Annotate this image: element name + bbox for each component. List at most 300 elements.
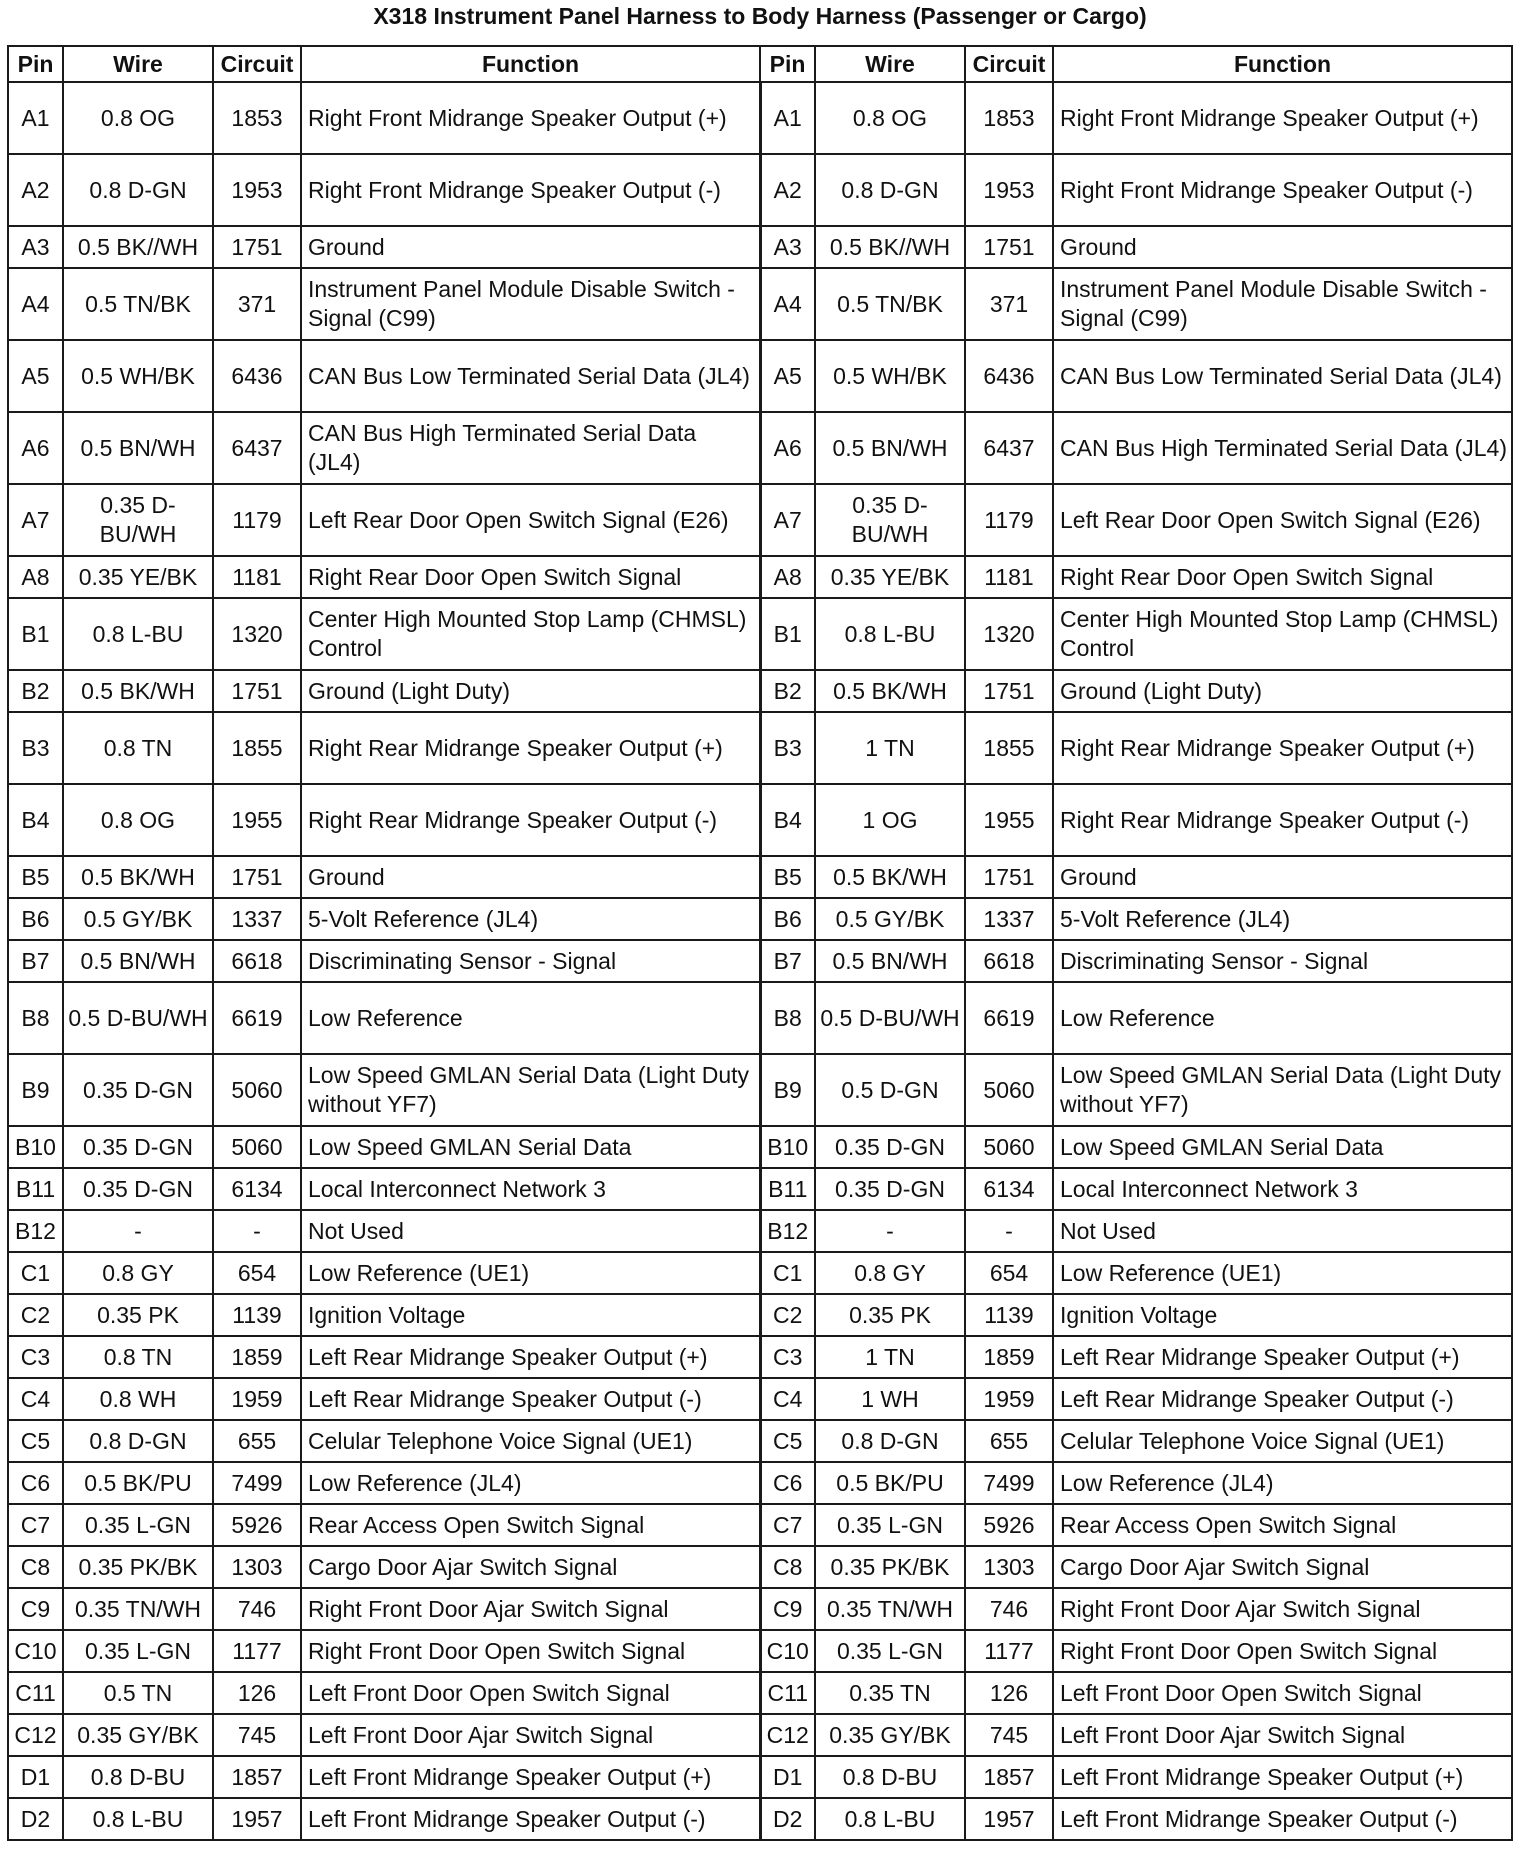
right-circuit-cell: 1751 (965, 226, 1053, 268)
left-pin-cell: C10 (8, 1630, 63, 1672)
right-function-cell: Discriminating Sensor - Signal (1053, 940, 1512, 982)
left-circuit-cell: 1179 (213, 484, 301, 556)
left-pin-cell: A5 (8, 340, 63, 412)
left-circuit-cell: 6436 (213, 340, 301, 412)
left-function-cell: Rear Access Open Switch Signal (301, 1504, 760, 1546)
right-function-cell: Ground (Light Duty) (1053, 670, 1512, 712)
table-row (8, 898, 1512, 940)
left-wire-cell: 0.35 D-GN (63, 1054, 213, 1126)
right-circuit-cell: 126 (965, 1672, 1053, 1714)
table-row (8, 1252, 1512, 1294)
table-row (8, 1798, 1512, 1840)
left-function-cell: Left Rear Door Open Switch Signal (E26) (301, 484, 760, 556)
left-circuit-cell: 126 (213, 1672, 301, 1714)
left-wire-cell: 0.5 TN/BK (63, 268, 213, 340)
left-function-cell: Ground (301, 226, 760, 268)
page-title: X318 Instrument Panel Harness to Body Harness (Passenger or Cargo) (373, 3, 1147, 29)
right-function-cell: Ignition Voltage (1053, 1294, 1512, 1336)
table-row (8, 1630, 1512, 1672)
right-function-cell: Low Reference (JL4) (1053, 1462, 1512, 1504)
right-function-cell: Left Front Midrange Speaker Output (+) (1053, 1756, 1512, 1798)
left-wire-cell: 0.8 WH (63, 1378, 213, 1420)
right-circuit-cell: 1953 (965, 154, 1053, 226)
left-wire-cell: 0.8 GY (63, 1252, 213, 1294)
right-wire-cell: 1 OG (815, 784, 965, 856)
right-function-cell: Left Front Door Ajar Switch Signal (1053, 1714, 1512, 1756)
left-function-cell: Right Rear Midrange Speaker Output (+) (301, 712, 760, 784)
right-wire-cell: 0.5 BK/PU (815, 1462, 965, 1504)
left-circuit-cell: 1955 (213, 784, 301, 856)
left-function-cell: Instrument Panel Module Disable Switch - Signal (C99) (301, 268, 760, 340)
left-pin-cell: C2 (8, 1294, 63, 1336)
left-function-cell: Discriminating Sensor - Signal (301, 940, 760, 982)
right-wire-cell: 0.35 D-GN (815, 1126, 965, 1168)
table-row (8, 1054, 1512, 1126)
right-function-cell: Local Interconnect Network 3 (1053, 1168, 1512, 1210)
right-pin-cell: B10 (760, 1126, 815, 1168)
left-function-cell: Right Rear Door Open Switch Signal (301, 556, 760, 598)
table-row (8, 484, 1512, 556)
header-function-right: Function (1053, 46, 1512, 82)
right-wire-cell: 0.8 D-GN (815, 1420, 965, 1462)
table-row (8, 1336, 1512, 1378)
right-pin-cell: A6 (760, 412, 815, 484)
right-wire-cell: 0.5 BN/WH (815, 940, 965, 982)
right-wire-cell: 1 TN (815, 1336, 965, 1378)
left-circuit-cell: 1859 (213, 1336, 301, 1378)
left-circuit-cell: 5926 (213, 1504, 301, 1546)
right-pin-cell: B7 (760, 940, 815, 982)
table-row (8, 1588, 1512, 1630)
table-row (8, 1294, 1512, 1336)
right-circuit-cell: 1320 (965, 598, 1053, 670)
right-circuit-cell: 1751 (965, 670, 1053, 712)
right-circuit-cell: 6436 (965, 340, 1053, 412)
right-circuit-cell: 1857 (965, 1756, 1053, 1798)
left-circuit-cell: 7499 (213, 1462, 301, 1504)
right-circuit-cell: 6619 (965, 982, 1053, 1054)
right-function-cell: Right Front Door Ajar Switch Signal (1053, 1588, 1512, 1630)
left-wire-cell: 0.8 D-GN (63, 154, 213, 226)
left-function-cell: Left Front Door Ajar Switch Signal (301, 1714, 760, 1756)
left-wire-cell: 0.5 GY/BK (63, 898, 213, 940)
right-wire-cell: 0.35 PK (815, 1294, 965, 1336)
table-row (8, 670, 1512, 712)
left-pin-cell: C12 (8, 1714, 63, 1756)
left-circuit-cell: 745 (213, 1714, 301, 1756)
left-circuit-cell: - (213, 1210, 301, 1252)
right-function-cell: Low Speed GMLAN Serial Data (1053, 1126, 1512, 1168)
right-circuit-cell: 1139 (965, 1294, 1053, 1336)
left-circuit-cell: 5060 (213, 1126, 301, 1168)
right-function-cell: Left Rear Midrange Speaker Output (+) (1053, 1336, 1512, 1378)
left-circuit-cell: 1853 (213, 82, 301, 154)
left-circuit-cell: 371 (213, 268, 301, 340)
left-pin-cell: C7 (8, 1504, 63, 1546)
left-wire-cell: 0.8 L-BU (63, 1798, 213, 1840)
right-wire-cell: 0.35 GY/BK (815, 1714, 965, 1756)
right-pin-cell: B9 (760, 1054, 815, 1126)
left-wire-cell: 0.35 D-BU/WH (63, 484, 213, 556)
left-pin-cell: B10 (8, 1126, 63, 1168)
right-pin-cell: A8 (760, 556, 815, 598)
right-pin-cell: C1 (760, 1252, 815, 1294)
left-wire-cell: 0.5 BK/WH (63, 856, 213, 898)
right-function-cell: Center High Mounted Stop Lamp (CHMSL) Control (1053, 598, 1512, 670)
right-function-cell: Instrument Panel Module Disable Switch - Signal (C99) (1053, 268, 1512, 340)
right-wire-cell: 0.8 L-BU (815, 1798, 965, 1840)
left-wire-cell: 0.35 GY/BK (63, 1714, 213, 1756)
right-pin-cell: C6 (760, 1462, 815, 1504)
right-pin-cell: B11 (760, 1168, 815, 1210)
right-function-cell: Right Rear Midrange Speaker Output (+) (1053, 712, 1512, 784)
right-function-cell: Right Rear Midrange Speaker Output (-) (1053, 784, 1512, 856)
right-circuit-cell: 1955 (965, 784, 1053, 856)
right-wire-cell: 0.35 D-GN (815, 1168, 965, 1210)
left-wire-cell: 0.35 PK/BK (63, 1546, 213, 1588)
left-wire-cell: 0.5 BK/WH (63, 670, 213, 712)
right-pin-cell: C11 (760, 1672, 815, 1714)
right-wire-cell: 0.5 GY/BK (815, 898, 965, 940)
right-wire-cell: 0.5 TN/BK (815, 268, 965, 340)
right-wire-cell: 0.5 BK//WH (815, 226, 965, 268)
right-circuit-cell: 745 (965, 1714, 1053, 1756)
right-pin-cell: A5 (760, 340, 815, 412)
left-circuit-cell: 1303 (213, 1546, 301, 1588)
left-wire-cell: 0.35 L-GN (63, 1630, 213, 1672)
right-wire-cell: 1 TN (815, 712, 965, 784)
table-row (8, 1756, 1512, 1798)
left-function-cell: CAN Bus Low Terminated Serial Data (JL4) (301, 340, 760, 412)
header-wire-left: Wire (63, 46, 213, 82)
right-function-cell: Right Front Midrange Speaker Output (-) (1053, 154, 1512, 226)
left-pin-cell: A3 (8, 226, 63, 268)
right-wire-cell: 0.35 YE/BK (815, 556, 965, 598)
right-function-cell: Rear Access Open Switch Signal (1053, 1504, 1512, 1546)
right-wire-cell: 0.8 D-GN (815, 154, 965, 226)
right-wire-cell: 0.8 GY (815, 1252, 965, 1294)
left-pin-cell: C4 (8, 1378, 63, 1420)
header-pin-left: Pin (8, 46, 63, 82)
left-pin-cell: C8 (8, 1546, 63, 1588)
left-pin-cell: C6 (8, 1462, 63, 1504)
right-circuit-cell: 6134 (965, 1168, 1053, 1210)
table-header-row (8, 46, 1512, 82)
right-function-cell: Left Front Midrange Speaker Output (-) (1053, 1798, 1512, 1840)
right-function-cell: Right Front Midrange Speaker Output (+) (1053, 82, 1512, 154)
table-row (8, 784, 1512, 856)
left-circuit-cell: 654 (213, 1252, 301, 1294)
right-wire-cell: 0.8 L-BU (815, 598, 965, 670)
right-wire-cell: 1 WH (815, 1378, 965, 1420)
left-wire-cell: 0.8 TN (63, 712, 213, 784)
right-wire-cell: 0.5 WH/BK (815, 340, 965, 412)
left-pin-cell: C11 (8, 1672, 63, 1714)
table-row (8, 1462, 1512, 1504)
right-pin-cell: C4 (760, 1378, 815, 1420)
right-circuit-cell: 5060 (965, 1126, 1053, 1168)
right-pin-cell: C7 (760, 1504, 815, 1546)
table-row (8, 226, 1512, 268)
right-wire-cell: 0.5 D-BU/WH (815, 982, 965, 1054)
right-pin-cell: B2 (760, 670, 815, 712)
right-function-cell: Right Rear Door Open Switch Signal (1053, 556, 1512, 598)
right-wire-cell: 0.8 D-BU (815, 1756, 965, 1798)
right-wire-cell: 0.35 D-BU/WH (815, 484, 965, 556)
right-circuit-cell: 7499 (965, 1462, 1053, 1504)
right-function-cell: Ground (1053, 856, 1512, 898)
left-function-cell: Right Front Door Ajar Switch Signal (301, 1588, 760, 1630)
right-pin-cell: C8 (760, 1546, 815, 1588)
right-circuit-cell: 371 (965, 268, 1053, 340)
left-circuit-cell: 1139 (213, 1294, 301, 1336)
table-row (8, 940, 1512, 982)
right-pin-cell: C10 (760, 1630, 815, 1672)
right-pin-cell: B6 (760, 898, 815, 940)
left-function-cell: Right Front Door Open Switch Signal (301, 1630, 760, 1672)
table-row (8, 556, 1512, 598)
right-circuit-cell: 6437 (965, 412, 1053, 484)
right-wire-cell: - (815, 1210, 965, 1252)
left-function-cell: Low Speed GMLAN Serial Data (Light Duty without YF7) (301, 1054, 760, 1126)
left-circuit-cell: 6437 (213, 412, 301, 484)
right-pin-cell: C12 (760, 1714, 815, 1756)
right-function-cell: Cargo Door Ajar Switch Signal (1053, 1546, 1512, 1588)
left-circuit-cell: 1751 (213, 670, 301, 712)
left-pin-cell: A4 (8, 268, 63, 340)
left-circuit-cell: 1751 (213, 856, 301, 898)
right-wire-cell: 0.35 TN/WH (815, 1588, 965, 1630)
right-wire-cell: 0.5 BK/WH (815, 670, 965, 712)
right-circuit-cell: 6618 (965, 940, 1053, 982)
left-function-cell: Not Used (301, 1210, 760, 1252)
left-function-cell: Right Front Midrange Speaker Output (+) (301, 82, 760, 154)
table-row (8, 1210, 1512, 1252)
right-circuit-cell: - (965, 1210, 1053, 1252)
right-pin-cell: C3 (760, 1336, 815, 1378)
left-function-cell: Left Front Midrange Speaker Output (-) (301, 1798, 760, 1840)
right-circuit-cell: 655 (965, 1420, 1053, 1462)
right-circuit-cell: 1751 (965, 856, 1053, 898)
left-function-cell: Cargo Door Ajar Switch Signal (301, 1546, 760, 1588)
left-pin-cell: B12 (8, 1210, 63, 1252)
left-pin-cell: B8 (8, 982, 63, 1054)
table-row (8, 598, 1512, 670)
right-wire-cell: 0.35 PK/BK (815, 1546, 965, 1588)
right-pin-cell: B8 (760, 982, 815, 1054)
table-row (8, 712, 1512, 784)
left-function-cell: Ground (Light Duty) (301, 670, 760, 712)
left-pin-cell: B4 (8, 784, 63, 856)
table-row (8, 1420, 1512, 1462)
right-circuit-cell: 1959 (965, 1378, 1053, 1420)
left-pin-cell: B5 (8, 856, 63, 898)
table-row (8, 1672, 1512, 1714)
table-row (8, 982, 1512, 1054)
right-circuit-cell: 1853 (965, 82, 1053, 154)
left-pin-cell: B3 (8, 712, 63, 784)
left-function-cell: Center High Mounted Stop Lamp (CHMSL) Control (301, 598, 760, 670)
left-circuit-cell: 1751 (213, 226, 301, 268)
header-circuit-right: Circuit (965, 46, 1053, 82)
left-pin-cell: D1 (8, 1756, 63, 1798)
left-pin-cell: A1 (8, 82, 63, 154)
right-pin-cell: B3 (760, 712, 815, 784)
left-wire-cell: 0.35 L-GN (63, 1504, 213, 1546)
right-circuit-cell: 746 (965, 1588, 1053, 1630)
header-function-left: Function (301, 46, 760, 82)
right-pin-cell: C5 (760, 1420, 815, 1462)
right-wire-cell: 0.8 OG (815, 82, 965, 154)
table-row (8, 856, 1512, 898)
right-wire-cell: 0.5 BN/WH (815, 412, 965, 484)
right-wire-cell: 0.35 L-GN (815, 1630, 965, 1672)
right-wire-cell: 0.5 D-GN (815, 1054, 965, 1126)
right-pin-cell: A1 (760, 82, 815, 154)
left-pin-cell: A2 (8, 154, 63, 226)
table-row (8, 1546, 1512, 1588)
left-wire-cell: 0.8 D-GN (63, 1420, 213, 1462)
right-pin-cell: B1 (760, 598, 815, 670)
right-pin-cell: A4 (760, 268, 815, 340)
left-wire-cell: 0.5 BK//WH (63, 226, 213, 268)
right-function-cell: Ground (1053, 226, 1512, 268)
left-wire-cell: 0.5 WH/BK (63, 340, 213, 412)
left-pin-cell: C3 (8, 1336, 63, 1378)
left-circuit-cell: 1957 (213, 1798, 301, 1840)
left-pin-cell: B1 (8, 598, 63, 670)
left-wire-cell: 0.5 TN (63, 1672, 213, 1714)
left-function-cell: CAN Bus High Terminated Serial Data (JL4) (301, 412, 760, 484)
right-function-cell: Left Rear Midrange Speaker Output (-) (1053, 1378, 1512, 1420)
right-wire-cell: 0.5 BK/WH (815, 856, 965, 898)
left-function-cell: Left Rear Midrange Speaker Output (-) (301, 1378, 760, 1420)
table-row (8, 1714, 1512, 1756)
left-pin-cell: A8 (8, 556, 63, 598)
left-wire-cell: 0.5 BK/PU (63, 1462, 213, 1504)
left-circuit-cell: 746 (213, 1588, 301, 1630)
left-circuit-cell: 655 (213, 1420, 301, 1462)
right-circuit-cell: 1957 (965, 1798, 1053, 1840)
left-function-cell: Left Front Midrange Speaker Output (+) (301, 1756, 760, 1798)
left-circuit-cell: 1320 (213, 598, 301, 670)
right-circuit-cell: 1855 (965, 712, 1053, 784)
right-circuit-cell: 1179 (965, 484, 1053, 556)
left-pin-cell: B2 (8, 670, 63, 712)
left-function-cell: Ground (301, 856, 760, 898)
left-wire-cell: 0.35 YE/BK (63, 556, 213, 598)
left-function-cell: Ignition Voltage (301, 1294, 760, 1336)
left-circuit-cell: 1337 (213, 898, 301, 940)
table-row (8, 154, 1512, 226)
right-function-cell: Left Front Door Open Switch Signal (1053, 1672, 1512, 1714)
left-function-cell: Right Front Midrange Speaker Output (-) (301, 154, 760, 226)
right-circuit-cell: 5926 (965, 1504, 1053, 1546)
left-function-cell: Left Front Door Open Switch Signal (301, 1672, 760, 1714)
left-function-cell: Low Reference (UE1) (301, 1252, 760, 1294)
header-circuit-left: Circuit (213, 46, 301, 82)
right-circuit-cell: 1859 (965, 1336, 1053, 1378)
table-row (8, 340, 1512, 412)
left-pin-cell: B6 (8, 898, 63, 940)
right-function-cell: Left Rear Door Open Switch Signal (E26) (1053, 484, 1512, 556)
right-pin-cell: D2 (760, 1798, 815, 1840)
left-wire-cell: 0.8 OG (63, 82, 213, 154)
right-pin-cell: C2 (760, 1294, 815, 1336)
left-circuit-cell: 1857 (213, 1756, 301, 1798)
header-wire-right: Wire (815, 46, 965, 82)
left-wire-cell: - (63, 1210, 213, 1252)
right-function-cell: Not Used (1053, 1210, 1512, 1252)
right-pin-cell: A2 (760, 154, 815, 226)
left-function-cell: Low Speed GMLAN Serial Data (301, 1126, 760, 1168)
right-circuit-cell: 654 (965, 1252, 1053, 1294)
left-function-cell: Local Interconnect Network 3 (301, 1168, 760, 1210)
left-pin-cell: C9 (8, 1588, 63, 1630)
right-pin-cell: D1 (760, 1756, 815, 1798)
left-wire-cell: 0.5 BN/WH (63, 940, 213, 982)
table-row (8, 1168, 1512, 1210)
left-function-cell: Low Reference (301, 982, 760, 1054)
left-pin-cell: B11 (8, 1168, 63, 1210)
left-pin-cell: A6 (8, 412, 63, 484)
right-function-cell: Low Reference (UE1) (1053, 1252, 1512, 1294)
right-function-cell: CAN Bus High Terminated Serial Data (JL4) (1053, 412, 1512, 484)
right-wire-cell: 0.35 TN (815, 1672, 965, 1714)
left-wire-cell: 0.8 L-BU (63, 598, 213, 670)
left-pin-cell: C5 (8, 1420, 63, 1462)
table-row (8, 82, 1512, 154)
left-circuit-cell: 1953 (213, 154, 301, 226)
left-circuit-cell: 6618 (213, 940, 301, 982)
right-function-cell: CAN Bus Low Terminated Serial Data (JL4) (1053, 340, 1512, 412)
right-pin-cell: A7 (760, 484, 815, 556)
left-pin-cell: B9 (8, 1054, 63, 1126)
right-function-cell: Low Speed GMLAN Serial Data (Light Duty without YF7) (1053, 1054, 1512, 1126)
left-circuit-cell: 6619 (213, 982, 301, 1054)
right-pin-cell: B5 (760, 856, 815, 898)
right-circuit-cell: 1177 (965, 1630, 1053, 1672)
right-circuit-cell: 1303 (965, 1546, 1053, 1588)
left-circuit-cell: 1177 (213, 1630, 301, 1672)
left-wire-cell: 0.8 TN (63, 1336, 213, 1378)
left-function-cell: Low Reference (JL4) (301, 1462, 760, 1504)
right-circuit-cell: 1337 (965, 898, 1053, 940)
table-row (8, 412, 1512, 484)
left-wire-cell: 0.35 D-GN (63, 1168, 213, 1210)
left-pin-cell: A7 (8, 484, 63, 556)
left-function-cell: Left Rear Midrange Speaker Output (+) (301, 1336, 760, 1378)
left-function-cell: Celular Telephone Voice Signal (UE1) (301, 1420, 760, 1462)
table-row (8, 1126, 1512, 1168)
left-circuit-cell: 1959 (213, 1378, 301, 1420)
pinout-table (7, 45, 1513, 1841)
right-pin-cell: C9 (760, 1588, 815, 1630)
left-circuit-cell: 1855 (213, 712, 301, 784)
right-circuit-cell: 5060 (965, 1054, 1053, 1126)
table-row (8, 268, 1512, 340)
right-function-cell: 5-Volt Reference (JL4) (1053, 898, 1512, 940)
left-wire-cell: 0.5 D-BU/WH (63, 982, 213, 1054)
left-function-cell: 5-Volt Reference (JL4) (301, 898, 760, 940)
right-pin-cell: B12 (760, 1210, 815, 1252)
right-function-cell: Low Reference (1053, 982, 1512, 1054)
right-function-cell: Right Front Door Open Switch Signal (1053, 1630, 1512, 1672)
left-circuit-cell: 1181 (213, 556, 301, 598)
left-wire-cell: 0.8 D-BU (63, 1756, 213, 1798)
left-wire-cell: 0.35 PK (63, 1294, 213, 1336)
left-circuit-cell: 6134 (213, 1168, 301, 1210)
